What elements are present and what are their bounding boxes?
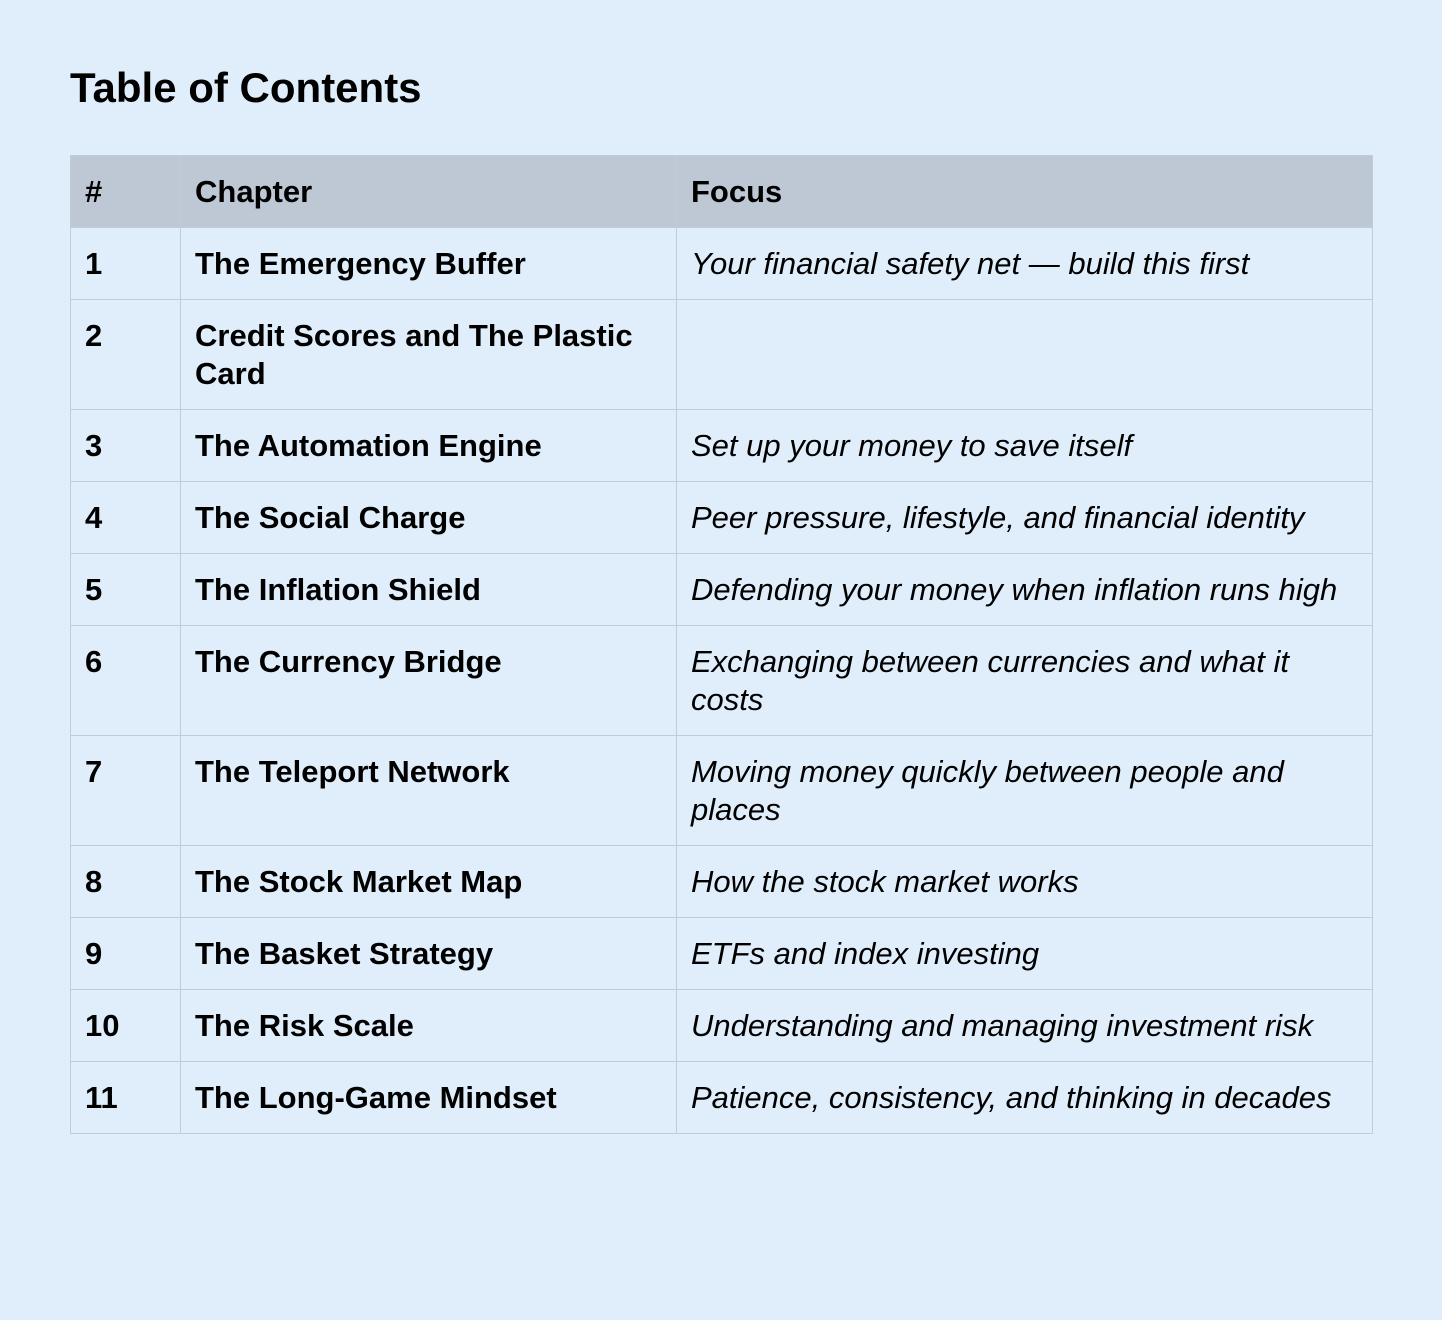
table-row — [71, 626, 1373, 736]
chapter-title: The Automation Engine — [181, 410, 677, 482]
chapter-number: 9 — [71, 918, 181, 990]
chapter-title: The Long-Game Mindset — [181, 1062, 677, 1134]
chapter-number: 6 — [71, 626, 181, 736]
chapter-focus: Set up your money to save itself — [677, 410, 1373, 482]
chapter-title: The Inflation Shield — [181, 554, 677, 626]
chapter-number: 7 — [71, 736, 181, 846]
chapter-focus: Defending your money when inflation runs high — [677, 554, 1373, 626]
chapter-focus — [677, 300, 1373, 410]
table-row — [71, 410, 1373, 482]
chapter-number: 11 — [71, 1062, 181, 1134]
chapter-number: 4 — [71, 482, 181, 554]
chapter-number: 2 — [71, 300, 181, 410]
chapter-focus: Peer pressure, lifestyle, and financial identity — [677, 482, 1373, 554]
table-row — [71, 846, 1373, 918]
chapter-title: The Teleport Network — [181, 736, 677, 846]
page-title: Table of Contents — [70, 64, 422, 111]
chapter-focus: How the stock market works — [677, 846, 1373, 918]
table-header — [71, 156, 1373, 228]
chapter-focus: Your financial safety net — build this first — [677, 228, 1373, 300]
column-header-chapter: Chapter — [181, 156, 677, 228]
chapter-focus: Understanding and managing investment risk — [677, 990, 1373, 1062]
chapter-title: The Stock Market Map — [181, 846, 677, 918]
table-row — [71, 918, 1373, 990]
column-header-number: # — [71, 156, 181, 228]
chapter-title: The Social Charge — [181, 482, 677, 554]
chapter-focus: Exchanging between currencies and what it costs — [677, 626, 1373, 736]
table-row — [71, 1062, 1373, 1134]
chapter-title: The Currency Bridge — [181, 626, 677, 736]
table-body — [71, 228, 1373, 1134]
chapter-title: The Emergency Buffer — [181, 228, 677, 300]
chapter-focus: ETFs and index investing — [677, 918, 1373, 990]
table-row — [71, 300, 1373, 410]
chapter-focus: Patience, consistency, and thinking in decades — [677, 1062, 1373, 1134]
chapter-number: 8 — [71, 846, 181, 918]
chapter-number: 3 — [71, 410, 181, 482]
chapter-number: 10 — [71, 990, 181, 1062]
table-row — [71, 482, 1373, 554]
table-row — [71, 554, 1373, 626]
table-row — [71, 228, 1373, 300]
column-header-focus: Focus — [677, 156, 1373, 228]
toc-table — [70, 155, 1373, 1134]
table-row — [71, 736, 1373, 846]
table-row — [71, 990, 1373, 1062]
chapter-focus: Moving money quickly between people and places — [677, 736, 1373, 846]
header-row — [71, 156, 1373, 228]
chapter-title: The Basket Strategy — [181, 918, 677, 990]
chapter-title: Credit Scores and The Plastic Card — [181, 300, 677, 410]
chapter-number: 5 — [71, 554, 181, 626]
chapter-number: 1 — [71, 228, 181, 300]
chapter-title: The Risk Scale — [181, 990, 677, 1062]
